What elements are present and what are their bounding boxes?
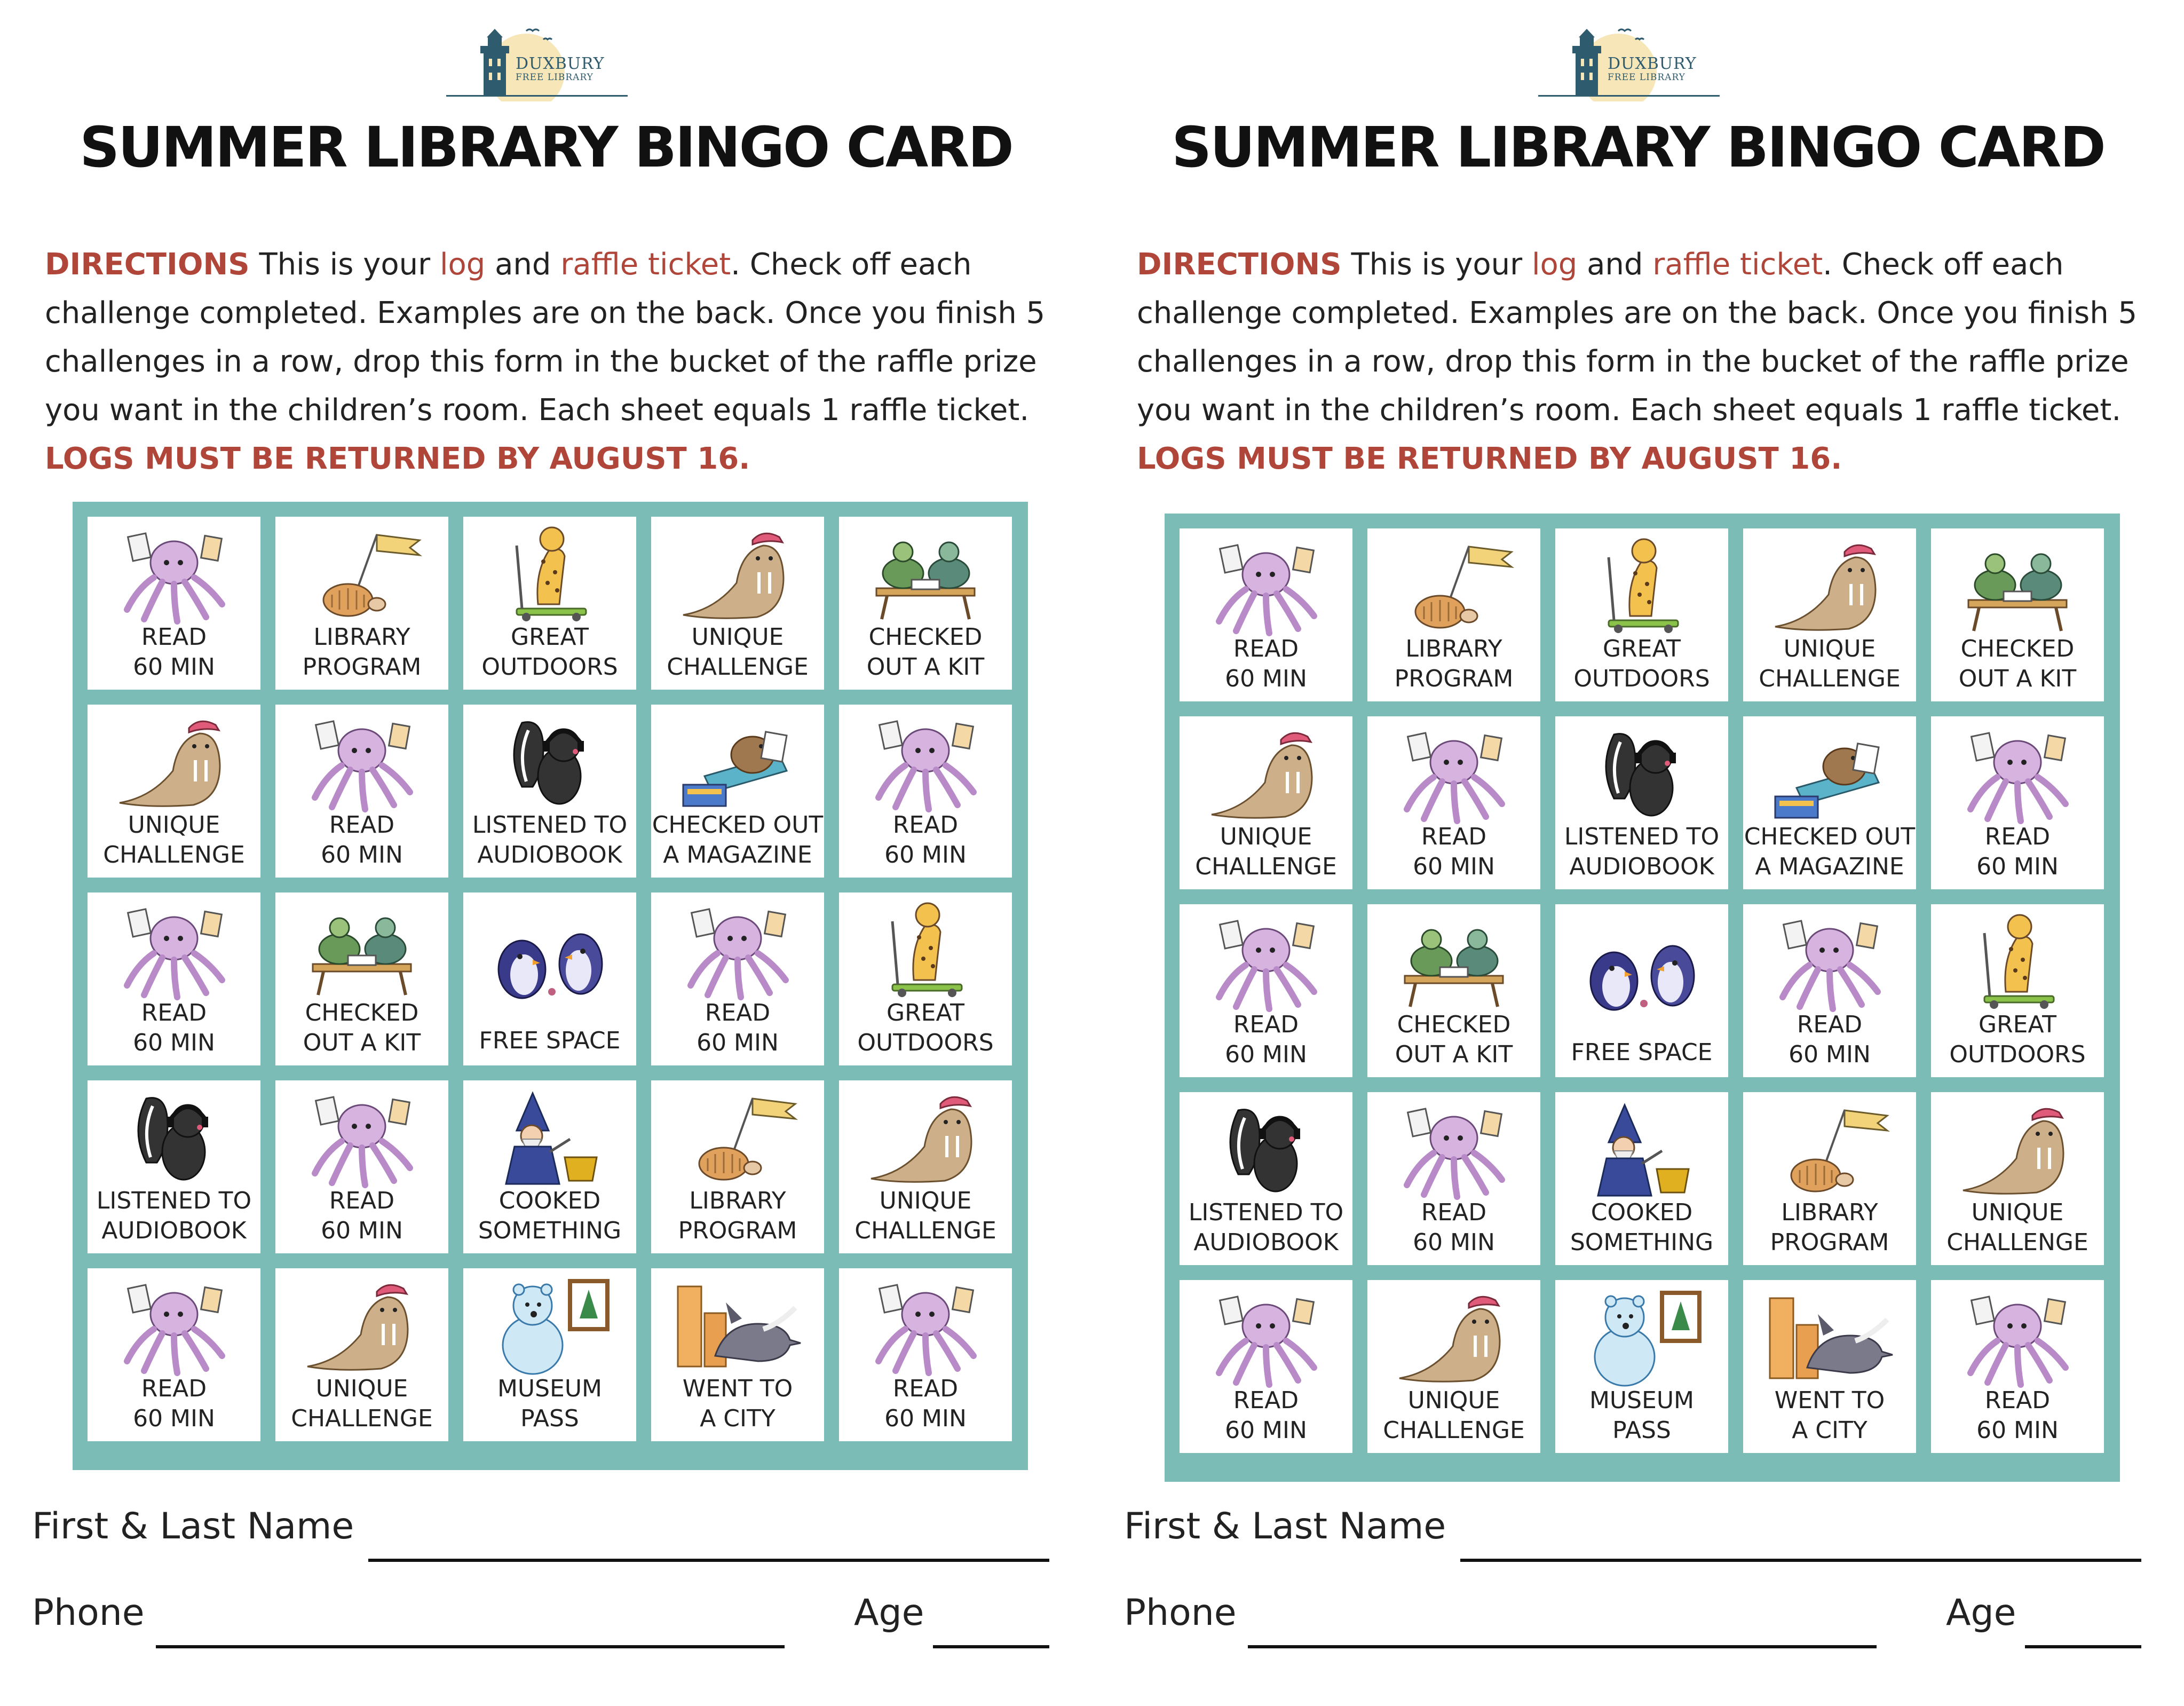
walrus-icon	[1389, 1288, 1519, 1389]
bingo-square-r5-c1[interactable]	[1180, 1280, 1352, 1453]
bingo-square-r3-c5[interactable]	[1931, 904, 2104, 1077]
walrus-icon	[1764, 536, 1895, 637]
square-label-line-2: 60 MIN	[133, 1405, 215, 1432]
square-label-line-2: OUT A KIT	[1395, 1041, 1513, 1068]
cheetah-icon	[1952, 912, 2083, 1013]
square-label-line-1: UNIQUE	[315, 1375, 408, 1402]
bingo-square-r4-c4[interactable]	[1743, 1092, 1916, 1265]
armadillo-icon	[672, 1088, 803, 1189]
turtles-icon	[1952, 536, 2083, 637]
square-label-line-2: A CITY	[1792, 1417, 1868, 1444]
logo-subname: FREE LIBRARY	[1608, 72, 1686, 83]
bingo-square-r2-c5[interactable]	[1931, 716, 2104, 889]
square-label-line-1: LISTENED TO	[1188, 1199, 1344, 1226]
square-label-line-1: CHECKED OUT	[1744, 823, 1916, 850]
directions-line-3: challenges in a row, drop this form in the bucket of the raffle prize	[45, 344, 1037, 379]
square-label-line-2: AUDIOBOOK	[1193, 1229, 1339, 1256]
logo-name: DUXBURY	[516, 54, 605, 73]
bingo-square-r5-c5[interactable]	[1931, 1280, 2104, 1453]
square-label-line-2: CHALLENGE	[667, 653, 809, 681]
square-label-line-2: CHALLENGE	[854, 1217, 996, 1244]
square-label-line-2: A CITY	[700, 1405, 776, 1432]
bingo-square-r1-c1[interactable]	[88, 517, 260, 690]
directions-text-b: . Check off each	[1823, 247, 2064, 282]
square-label-line-2: CHALLENGE	[1759, 665, 1901, 692]
bingo-square-r1-c1[interactable]	[1180, 528, 1352, 701]
square-label-line-1: READ	[1421, 1199, 1487, 1226]
square-label-line-1: FREE SPACE	[479, 1027, 621, 1054]
octopus-icon	[1389, 724, 1519, 825]
age-input-line[interactable]	[2025, 1645, 2141, 1648]
deadline-notice: LOGS MUST BE RETURNED BY AUGUST 16.	[1137, 441, 1842, 476]
turtles-icon	[1389, 912, 1519, 1013]
walrus-icon	[109, 712, 239, 813]
armadillo-icon	[297, 524, 427, 626]
cheetah-icon	[860, 900, 991, 1001]
octopus-icon	[297, 712, 427, 813]
polar-bear-icon	[1577, 1288, 1707, 1389]
square-label-line-1: LISTENED TO	[96, 1187, 252, 1214]
square-label-line-2: AUDIOBOOK	[477, 841, 622, 868]
bingo-square-r2-c3[interactable]	[463, 705, 636, 878]
square-label-line-2: 60 MIN	[697, 1029, 779, 1056]
armadillo-icon	[1389, 536, 1519, 637]
bingo-square-r1-c2[interactable]	[1367, 528, 1540, 701]
phone-input-line[interactable]	[156, 1645, 785, 1648]
square-label-line-2: 60 MIN	[1976, 853, 2059, 880]
bingo-grid	[1165, 514, 2120, 1482]
square-label-line-2: CHALLENGE	[291, 1405, 433, 1432]
octopus-icon	[109, 900, 239, 1001]
square-label-line-1: READ	[705, 999, 771, 1026]
bingo-square-r5-c2[interactable]	[275, 1268, 448, 1441]
square-label-line-1: READ	[141, 623, 207, 651]
square-label-line-1: READ	[1984, 1387, 2051, 1414]
bingo-square-r1-c4[interactable]	[651, 517, 824, 690]
square-label-line-2: 60 MIN	[884, 841, 967, 868]
square-label-line-2: 60 MIN	[133, 1029, 215, 1056]
bingo-square-r1-c3[interactable]	[463, 517, 636, 690]
directions-raffle: raffle ticket	[1652, 247, 1823, 282]
square-label-line-2: AUDIOBOOK	[1569, 853, 1714, 880]
square-label-line-2: 60 MIN	[133, 653, 215, 681]
hedgehog-icon	[672, 712, 803, 813]
octopus-icon	[109, 524, 239, 626]
directions-line-2: challenge completed. Examples are on the back. Once you finish 5	[45, 296, 1046, 330]
cheetah-icon	[485, 524, 615, 626]
octopus-icon	[1764, 912, 1895, 1013]
bingo-square-r3-c3[interactable]	[463, 893, 636, 1065]
square-label-line-2: PROGRAM	[302, 653, 422, 681]
square-label-line-1: UNIQUE	[128, 811, 220, 839]
directions-log: log	[439, 247, 486, 282]
bingo-square-r4-c3[interactable]	[1555, 1092, 1728, 1265]
square-label-line-2: AUDIOBOOK	[101, 1217, 247, 1244]
square-label-line-1: READ	[892, 811, 959, 839]
walrus-icon	[1201, 724, 1331, 825]
square-label-line-1: READ	[1233, 1011, 1299, 1038]
square-label-line-2: OUTDOORS	[1573, 665, 1710, 692]
skunk-icon	[1577, 724, 1707, 825]
octopus-icon	[1201, 912, 1331, 1013]
directions-label: DIRECTIONS	[1137, 247, 1342, 282]
square-label-line-1: MUSEUM	[1589, 1387, 1695, 1414]
phone-label: Phone	[1124, 1592, 1237, 1634]
square-label-line-2: PROGRAM	[1394, 665, 1514, 692]
directions-label: DIRECTIONS	[45, 247, 250, 282]
square-label-line-1: UNIQUE	[1407, 1387, 1500, 1414]
name-label: First & Last Name	[32, 1505, 354, 1547]
square-label-line-1: UNIQUE	[1220, 823, 1312, 850]
bingo-square-r1-c4[interactable]	[1743, 528, 1916, 701]
bingo-square-r2-c1[interactable]	[1180, 716, 1352, 889]
octopus-icon	[672, 900, 803, 1001]
bingo-square-r3-c2[interactable]	[1367, 904, 1540, 1077]
bingo-card-right	[1092, 0, 2184, 1706]
bingo-square-r2-c1[interactable]	[88, 705, 260, 878]
square-label-line-2: 60 MIN	[1413, 1229, 1495, 1256]
bingo-square-r3-c2[interactable]	[275, 893, 448, 1065]
directions-text	[45, 240, 1048, 483]
directions-line-4: you want in the children’s room. Each sheet equals 1 raffle ticket.	[45, 393, 1030, 428]
bingo-square-r1-c5[interactable]	[1931, 528, 2104, 701]
page-title: SUMMER LIBRARY BINGO CARD	[1172, 115, 2104, 180]
bingo-square-r5-c4[interactable]	[651, 1268, 824, 1441]
bingo-square-r4-c2[interactable]	[1367, 1092, 1540, 1265]
square-label-line-2: 60 MIN	[884, 1405, 967, 1432]
deadline-notice: LOGS MUST BE RETURNED BY AUGUST 16.	[45, 441, 750, 476]
penguins-icon	[1577, 912, 1707, 1013]
octopus-icon	[1952, 1288, 2083, 1389]
bingo-square-r1-c3[interactable]	[1555, 528, 1728, 701]
square-label-line-1: UNIQUE	[879, 1187, 972, 1214]
skunk-icon	[109, 1088, 239, 1189]
bingo-square-r4-c5[interactable]	[1931, 1092, 2104, 1265]
armadillo-icon	[1764, 1100, 1895, 1201]
square-label-line-2: A MAGAZINE	[1755, 853, 1904, 880]
page-title: SUMMER LIBRARY BINGO CARD	[80, 115, 1012, 180]
square-label-line-1: UNIQUE	[1783, 635, 1876, 662]
bingo-square-r2-c5[interactable]	[839, 705, 1012, 878]
square-label-line-1: CHECKED	[1960, 635, 2075, 662]
square-label-line-2: 60 MIN	[1225, 665, 1307, 692]
square-label-line-2: PASS	[520, 1405, 579, 1432]
bingo-square-r2-c2[interactable]	[275, 705, 448, 878]
square-label-line-1: GREAT	[1978, 1011, 2057, 1038]
octopus-icon	[1201, 536, 1331, 637]
square-label-line-2: 60 MIN	[1413, 853, 1495, 880]
square-label-line-1: READ	[1233, 1387, 1299, 1414]
square-label-line-1: WENT TO	[682, 1375, 793, 1402]
square-label-line-1: CHECKED OUT	[652, 811, 824, 839]
skunk-icon	[485, 712, 615, 813]
age-label: Age	[854, 1592, 924, 1634]
wizard-icon	[485, 1088, 615, 1189]
bingo-square-r3-c4[interactable]	[651, 893, 824, 1065]
square-label-line-2: SOMETHING	[1570, 1229, 1714, 1256]
penguins-icon	[485, 900, 615, 1001]
bingo-square-r1-c2[interactable]	[275, 517, 448, 690]
age-input-line[interactable]	[933, 1645, 1049, 1648]
walrus-icon	[860, 1088, 991, 1189]
directions-log: log	[1531, 247, 1578, 282]
square-label-line-2: CHALLENGE	[1195, 853, 1337, 880]
square-label-line-2: PASS	[1612, 1417, 1671, 1444]
wizard-icon	[1577, 1100, 1707, 1201]
square-label-line-1: LIBRARY	[1781, 1199, 1878, 1226]
bingo-square-r3-c3[interactable]	[1555, 904, 1728, 1077]
square-label-line-1: UNIQUE	[691, 623, 784, 651]
square-label-line-1: READ	[141, 999, 207, 1026]
bingo-square-r4-c4[interactable]	[651, 1080, 824, 1253]
square-label-line-1: READ	[329, 1187, 395, 1214]
square-label-line-1: READ	[1233, 635, 1299, 662]
bingo-square-r3-c1[interactable]	[1180, 904, 1352, 1077]
bingo-square-r3-c5[interactable]	[839, 893, 1012, 1065]
square-label-line-2: PROGRAM	[678, 1217, 797, 1244]
square-label-line-1: MUSEUM	[497, 1375, 603, 1402]
bingo-square-r3-c4[interactable]	[1743, 904, 1916, 1077]
square-label-line-1: CHECKED	[868, 623, 983, 651]
bingo-square-r4-c5[interactable]	[839, 1080, 1012, 1253]
turtles-icon	[860, 524, 991, 626]
name-input-line[interactable]	[368, 1559, 1049, 1562]
square-label-line-2: 60 MIN	[321, 841, 403, 868]
square-label-line-2: OUTDOORS	[857, 1029, 994, 1056]
bingo-square-r4-c1[interactable]	[1180, 1092, 1352, 1265]
square-label-line-1: READ	[141, 1375, 207, 1402]
directions-and: and	[1577, 247, 1653, 282]
octopus-icon	[1389, 1100, 1519, 1201]
octopus-icon	[297, 1088, 427, 1189]
square-label-line-1: LISTENED TO	[472, 811, 628, 839]
bingo-square-r5-c3[interactable]	[463, 1268, 636, 1441]
phone-input-line[interactable]	[1248, 1645, 1877, 1648]
directions-text-a: This is your	[249, 247, 440, 282]
library-logo	[1538, 21, 1720, 101]
square-label-line-1: READ	[1984, 823, 2051, 850]
bingo-square-r2-c2[interactable]	[1367, 716, 1540, 889]
square-label-line-2: CHALLENGE	[103, 841, 245, 868]
octopus-icon	[860, 1276, 991, 1377]
skunk-icon	[1201, 1100, 1331, 1201]
square-label-line-2: OUT A KIT	[303, 1029, 421, 1056]
anteater-city-icon	[672, 1276, 803, 1377]
square-label-line-1: GREAT	[886, 999, 965, 1026]
walrus-icon	[297, 1276, 427, 1377]
octopus-icon	[860, 712, 991, 813]
square-label-line-1: GREAT	[510, 623, 589, 651]
bingo-square-r5-c1[interactable]	[88, 1268, 260, 1441]
octopus-icon	[109, 1276, 239, 1377]
bingo-square-r4-c3[interactable]	[463, 1080, 636, 1253]
square-label-line-1: CHECKED	[305, 999, 419, 1026]
bingo-square-r3-c1[interactable]	[88, 893, 260, 1065]
square-label-line-1: LIBRARY	[313, 623, 410, 651]
cheetah-icon	[1577, 536, 1707, 637]
square-label-line-1: READ	[1421, 823, 1487, 850]
anteater-city-icon	[1764, 1288, 1895, 1389]
square-label-line-1: READ	[329, 811, 395, 839]
name-label: First & Last Name	[1124, 1505, 1446, 1547]
square-label-line-2: OUT A KIT	[1958, 665, 2077, 692]
square-label-line-1: FREE SPACE	[1571, 1039, 1713, 1066]
square-label-line-2: 60 MIN	[1225, 1417, 1307, 1444]
hedgehog-icon	[1764, 724, 1895, 825]
bingo-square-r2-c4[interactable]	[1743, 716, 1916, 889]
square-label-line-1: LIBRARY	[1405, 635, 1502, 662]
directions-and: and	[485, 247, 561, 282]
bingo-square-r4-c2[interactable]	[275, 1080, 448, 1253]
square-label-line-2: A MAGAZINE	[663, 841, 812, 868]
square-label-line-2: 60 MIN	[1976, 1417, 2059, 1444]
phone-label: Phone	[32, 1592, 145, 1634]
square-label-line-1: CHECKED	[1397, 1011, 1511, 1038]
bingo-square-r1-c5[interactable]	[839, 517, 1012, 690]
directions-line-4: you want in the children’s room. Each sheet equals 1 raffle ticket.	[1137, 393, 2122, 428]
logo-name: DUXBURY	[1608, 54, 1697, 73]
square-label-line-2: 60 MIN	[1789, 1041, 1871, 1068]
polar-bear-icon	[485, 1276, 615, 1377]
square-label-line-2: OUT A KIT	[866, 653, 985, 681]
directions-raffle: raffle ticket	[560, 247, 731, 282]
square-label-line-2: PROGRAM	[1770, 1229, 1889, 1256]
square-label-line-2: OUTDOORS	[481, 653, 618, 681]
bingo-square-r5-c3[interactable]	[1555, 1280, 1728, 1453]
logo-subname: FREE LIBRARY	[516, 72, 594, 83]
bingo-square-r2-c4[interactable]	[651, 705, 824, 878]
square-label-line-1: COOKED	[498, 1187, 601, 1214]
directions-text	[1137, 240, 2140, 483]
square-label-line-2: CHALLENGE	[1946, 1229, 2088, 1256]
walrus-icon	[672, 524, 803, 626]
directions-line-2: challenge completed. Examples are on the back. Once you finish 5	[1137, 296, 2138, 330]
square-label-line-1: WENT TO	[1774, 1387, 1885, 1414]
directions-text-b: . Check off each	[731, 247, 972, 282]
bingo-square-r5-c4[interactable]	[1743, 1280, 1916, 1453]
name-input-line[interactable]	[1460, 1559, 2141, 1562]
directions-line-3: challenges in a row, drop this form in the bucket of the raffle prize	[1137, 344, 2129, 379]
square-label-line-1: UNIQUE	[1971, 1199, 2064, 1226]
library-logo	[446, 21, 628, 101]
turtles-icon	[297, 900, 427, 1001]
square-label-line-1: LISTENED TO	[1564, 823, 1720, 850]
square-label-line-1: GREAT	[1602, 635, 1681, 662]
directions-text-a: This is your	[1341, 247, 1532, 282]
square-label-line-1: READ	[892, 1375, 959, 1402]
bingo-square-r5-c5[interactable]	[839, 1268, 1012, 1441]
square-label-line-1: LIBRARY	[689, 1187, 786, 1214]
bingo-square-r4-c1[interactable]	[88, 1080, 260, 1253]
bingo-square-r5-c2[interactable]	[1367, 1280, 1540, 1453]
bingo-grid	[73, 502, 1028, 1470]
square-label-line-2: 60 MIN	[321, 1217, 403, 1244]
octopus-icon	[1201, 1288, 1331, 1389]
walrus-icon	[1952, 1100, 2083, 1201]
square-label-line-2: CHALLENGE	[1383, 1417, 1525, 1444]
octopus-icon	[1952, 724, 2083, 825]
square-label-line-2: 60 MIN	[1225, 1041, 1307, 1068]
square-label-line-1: COOKED	[1590, 1199, 1693, 1226]
bingo-square-r2-c3[interactable]	[1555, 716, 1728, 889]
square-label-line-2: SOMETHING	[478, 1217, 622, 1244]
square-label-line-1: READ	[1797, 1011, 1863, 1038]
square-label-line-2: OUTDOORS	[1949, 1041, 2086, 1068]
age-label: Age	[1946, 1592, 2016, 1634]
